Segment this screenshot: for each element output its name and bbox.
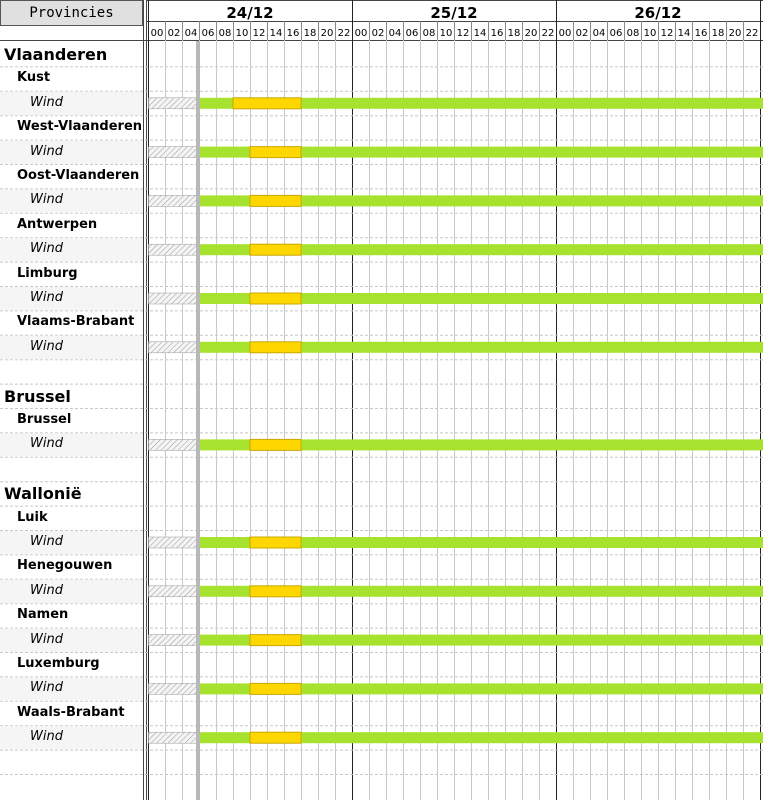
param-row-shade: [0, 238, 143, 261]
hour-label: 18: [711, 28, 725, 39]
no-data-bar: [149, 195, 200, 206]
province-label: Henegouwen: [17, 558, 113, 574]
hour-label: 16: [286, 28, 300, 39]
param-row-shade: [0, 629, 143, 652]
hour-label: 00: [354, 28, 368, 39]
hour-label: 18: [303, 28, 317, 39]
no-data-bar: [149, 635, 200, 646]
no-data-bar: [149, 98, 200, 109]
warning-bar: [250, 439, 301, 450]
current-time-marker: [196, 41, 200, 800]
day-label: 25/12: [430, 4, 478, 22]
hour-label: 04: [184, 28, 198, 39]
hour-label: 00: [150, 28, 164, 39]
hour-label: 12: [252, 28, 266, 39]
warning-bar: [233, 98, 301, 109]
parameter-label: Wind: [30, 143, 63, 159]
hour-label: 20: [728, 28, 742, 39]
hour-label: 14: [269, 28, 283, 39]
hour-label: 04: [592, 28, 606, 39]
param-row-shade: [0, 189, 143, 212]
warning-bar: [250, 683, 301, 694]
warning-bar: [250, 293, 301, 304]
hour-label: 18: [507, 28, 521, 39]
hour-label: 06: [201, 28, 215, 39]
province-label: Waals-Brabant: [17, 704, 125, 720]
hour-label: 14: [473, 28, 487, 39]
hour-label: 22: [541, 28, 555, 39]
hour-label: 12: [456, 28, 470, 39]
region-label: Vlaanderen: [4, 45, 108, 64]
warning-bar: [250, 586, 301, 597]
no-data-bar: [149, 244, 200, 255]
param-row-shade: [0, 677, 143, 700]
hour-label: 08: [218, 28, 232, 39]
parameter-label: Wind: [30, 338, 63, 354]
province-label: Brussel: [17, 412, 72, 427]
parameter-label: Wind: [30, 729, 63, 745]
hour-label: 04: [388, 28, 402, 39]
province-label: Luxemburg: [17, 656, 100, 671]
warning-bar: [250, 342, 301, 353]
hour-label: 06: [609, 28, 623, 39]
parameter-label: Wind: [30, 680, 63, 696]
region-label: Wallonië: [4, 484, 82, 504]
hour-label: 08: [422, 28, 436, 39]
day-label: 26/12: [634, 4, 682, 22]
hour-label: 10: [439, 28, 453, 39]
parameter-label: Wind: [30, 290, 63, 305]
param-row-shade: [0, 92, 143, 115]
hour-label: 10: [643, 28, 657, 39]
no-data-bar: [149, 147, 200, 158]
province-label: Limburg: [17, 265, 78, 281]
warning-bar: [250, 732, 301, 743]
hour-label: 16: [490, 28, 504, 39]
warning-bar: [250, 195, 301, 206]
no-data-bar: [149, 537, 200, 548]
hour-label: 20: [524, 28, 538, 39]
region-label: Brussel: [4, 386, 71, 406]
hour-label: 22: [337, 28, 351, 39]
hour-label: 12: [660, 28, 674, 39]
parameter-label: Wind: [30, 241, 63, 257]
day-label: 24/12: [226, 4, 274, 22]
param-row-shade: [0, 433, 143, 456]
province-label: Kust: [17, 70, 51, 86]
province-label: Vlaams-Brabant: [17, 314, 135, 330]
warning-bar: [250, 147, 301, 158]
parameter-label: Wind: [30, 192, 63, 208]
hour-label: 22: [745, 28, 759, 39]
province-label: Namen: [17, 607, 69, 623]
no-data-bar: [149, 732, 200, 743]
parameter-label: Wind: [30, 534, 63, 549]
warning-bar: [250, 244, 301, 255]
no-data-bar: [149, 342, 200, 353]
province-label: Oost-Vlaanderen: [17, 168, 140, 183]
hour-label: 14: [677, 28, 691, 39]
param-row-shade: [0, 141, 143, 164]
warning-bar: [250, 635, 301, 646]
province-label: West-Vlaanderen: [17, 119, 143, 135]
hour-label: 00: [558, 28, 572, 39]
warning-bar: [250, 537, 301, 548]
hour-label: 02: [167, 28, 181, 39]
hour-label: 08: [626, 28, 640, 39]
no-data-bar: [149, 586, 200, 597]
no-data-bar: [149, 439, 200, 450]
parameter-label: Wind: [30, 631, 63, 647]
province-label: Luik: [17, 509, 48, 525]
parameter-label: Wind: [30, 94, 63, 110]
hour-label: 06: [405, 28, 419, 39]
provinces-header-label: Provincies: [29, 5, 114, 21]
param-row-shade: [0, 726, 143, 749]
param-row-shade: [0, 580, 143, 603]
no-data-bar: [149, 683, 200, 694]
parameter-label: Wind: [30, 436, 63, 452]
province-label: Antwerpen: [17, 216, 98, 232]
parameter-label: Wind: [30, 582, 63, 598]
hour-label: 02: [371, 28, 385, 39]
param-row-shade: [0, 531, 143, 554]
param-row-shade: [0, 336, 143, 359]
hour-label: 10: [235, 28, 249, 39]
hour-label: 20: [320, 28, 334, 39]
hour-label: 02: [575, 28, 589, 39]
param-row-shade: [0, 287, 143, 310]
hour-label: 16: [694, 28, 708, 39]
no-data-bar: [149, 293, 200, 304]
